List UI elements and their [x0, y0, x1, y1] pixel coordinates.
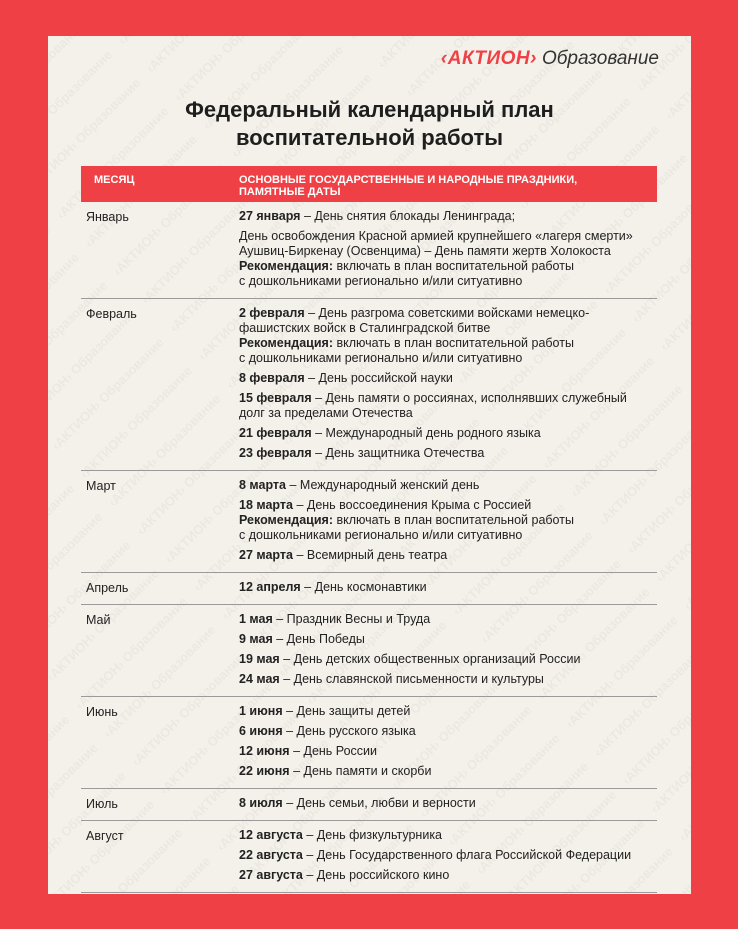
- recommendation-line: [239, 259, 657, 274]
- event-date: 27 января: [239, 209, 301, 223]
- event-text: – День защитника Отечества: [311, 446, 485, 460]
- event-date: 1 июня: [239, 704, 283, 718]
- event-line: [239, 446, 657, 461]
- recommendation-text: включать в план воспитательной работы: [333, 513, 574, 527]
- event-date: 15 февраля: [239, 391, 312, 405]
- event-line: [239, 796, 657, 811]
- logo-subtitle: Образование: [541, 48, 659, 69]
- event-text: – День памяти о россиянах, исполнявших служебный: [311, 391, 627, 405]
- events-cell: [239, 612, 657, 692]
- event-text: – День российской науки: [304, 371, 453, 385]
- recommendation-label: Рекомендация:: [239, 259, 334, 273]
- table-row: [81, 821, 657, 893]
- table-row: [81, 789, 657, 821]
- event-date: 23 февраля: [239, 446, 312, 460]
- aktion-logo: [441, 48, 659, 70]
- event-text: – День Государственного флага Российской Федерации: [302, 848, 632, 862]
- table-row: [81, 299, 657, 471]
- event-item: [239, 796, 657, 811]
- events-cell: [239, 209, 657, 294]
- event-text: – День детских общественных организаций России: [279, 652, 581, 666]
- event-text: – Международный день родного языка: [311, 426, 541, 440]
- event-item: [239, 848, 657, 863]
- table-row: [81, 471, 657, 573]
- event-line: [239, 724, 657, 739]
- event-date: 8 февраля: [239, 371, 305, 385]
- event-date: 21 февраля: [239, 426, 312, 440]
- event-date: 6 июня: [239, 724, 283, 738]
- event-line: [239, 704, 657, 719]
- month-cell: Июль: [86, 797, 118, 811]
- event-date: 12 апреля: [239, 580, 301, 594]
- event-item: [239, 306, 657, 366]
- event-text: – День снятия блокады Ленинграда;: [300, 209, 516, 223]
- event-line: [239, 672, 657, 687]
- event-text-line: День освобождения Красной армией крупнейшего «лагеря смерти»: [239, 229, 633, 243]
- event-text: – Всемирный день театра: [292, 548, 448, 562]
- event-date: 9 мая: [239, 632, 273, 646]
- events-cell: [239, 306, 657, 466]
- event-date: 18 марта: [239, 498, 293, 512]
- event-item: [239, 209, 657, 224]
- page-title: [48, 96, 691, 152]
- table-row: [81, 697, 657, 789]
- event-text: – День славянской письменности и культуры: [279, 672, 544, 686]
- event-date: 8 марта: [239, 478, 287, 492]
- event-text: – День защиты детей: [282, 704, 411, 718]
- event-text: – День семьи, любви и верности: [282, 796, 476, 810]
- event-text-line: фашистских войск в Сталинградской битве: [239, 321, 491, 335]
- event-item: [239, 652, 657, 667]
- event-text-line: долг за пределами Отечества: [239, 406, 413, 420]
- recommendation-label: Рекомендация:: [239, 513, 334, 527]
- event-item: [239, 868, 657, 883]
- event-item: [239, 371, 657, 386]
- event-line: [239, 764, 657, 779]
- events-cell: [239, 704, 657, 784]
- title-line-1: Федеральный календарный план: [185, 97, 554, 122]
- events-cell: [239, 796, 657, 816]
- month-cell: Май: [86, 613, 111, 627]
- event-date: 24 мая: [239, 672, 280, 686]
- table-row: [81, 573, 657, 605]
- event-text: – День Победы: [272, 632, 365, 646]
- event-item: [239, 724, 657, 739]
- event-item: [239, 580, 657, 595]
- event-line: [239, 209, 657, 224]
- event-item: [239, 426, 657, 441]
- month-cell: Январь: [86, 210, 129, 224]
- event-date: 12 июня: [239, 744, 290, 758]
- header-events: [239, 166, 657, 202]
- event-item: [239, 632, 657, 647]
- event-text: – Международный женский день: [286, 478, 480, 492]
- event-text: – День русского языка: [282, 724, 416, 738]
- event-line: [239, 306, 657, 321]
- event-date: 8 июля: [239, 796, 283, 810]
- month-cell: Март: [86, 479, 116, 493]
- event-item: [239, 704, 657, 719]
- recommendation-label: Рекомендация:: [239, 336, 334, 350]
- event-line: [239, 371, 657, 386]
- event-date: 27 марта: [239, 548, 293, 562]
- recommendation-text: включать в план воспитательной работы: [333, 259, 574, 273]
- event-date: 27 августа: [239, 868, 303, 882]
- title-line-2: воспитательной работы: [235, 125, 504, 150]
- event-item: [239, 672, 657, 687]
- event-item: [239, 229, 657, 289]
- event-text: – День воссоединения Крыма с Россией: [292, 498, 532, 512]
- header-events-line-2: ПАМЯТНЫЕ ДАТЫ: [239, 186, 341, 198]
- header-events-line-1: ОСНОВНЫЕ ГОСУДАРСТВЕННЫЕ И НАРОДНЫЕ ПРАЗДНИКИ,: [239, 174, 578, 186]
- event-date: 1 мая: [239, 612, 273, 626]
- event-item: [239, 498, 657, 543]
- document-page: [48, 36, 691, 894]
- event-item: [239, 744, 657, 759]
- events-cell: [239, 478, 657, 568]
- recommendation-line-2: с дошкольниками регионально и/или ситуативно: [239, 351, 523, 365]
- month-cell: Февраль: [86, 307, 137, 321]
- recommendation-text: включать в план воспитательной работы: [333, 336, 574, 350]
- events-cell: [239, 828, 657, 888]
- event-text: – День космонавтики: [300, 580, 427, 594]
- event-line: [239, 548, 657, 563]
- event-line: [239, 744, 657, 759]
- event-text: – День российского кино: [302, 868, 450, 882]
- event-line: [239, 498, 657, 513]
- event-line: [239, 848, 657, 863]
- month-cell: Апрель: [86, 581, 129, 595]
- event-line: [239, 652, 657, 667]
- event-text: – Праздник Весны и Труда: [272, 612, 431, 626]
- event-line: [239, 580, 657, 595]
- event-date: 19 мая: [239, 652, 280, 666]
- event-date: 22 июня: [239, 764, 290, 778]
- table-row: [81, 202, 657, 299]
- recommendation-line: [239, 336, 657, 351]
- header-month: МЕСЯЦ: [94, 174, 135, 186]
- event-text: – День разгрома советскими войсками немецко-: [304, 306, 590, 320]
- table-header: [81, 166, 657, 202]
- recommendation-line: [239, 513, 657, 528]
- event-line: [239, 391, 657, 406]
- event-text: – День памяти и скорби: [289, 764, 432, 778]
- event-item: [239, 828, 657, 843]
- month-cell: Июнь: [86, 705, 118, 719]
- event-item: [239, 446, 657, 461]
- event-line: [239, 828, 657, 843]
- table-body: [81, 202, 657, 893]
- calendar-table: [81, 166, 657, 893]
- event-item: [239, 548, 657, 563]
- event-item: [239, 612, 657, 627]
- logo-brand: ‹АКТИОН›: [440, 48, 537, 69]
- event-date: 12 августа: [239, 828, 303, 842]
- recommendation-line-2: с дошкольниками регионально и/или ситуативно: [239, 528, 523, 542]
- month-cell: Август: [86, 829, 124, 843]
- event-line: [239, 478, 657, 493]
- event-text: – День России: [289, 744, 378, 758]
- event-item: [239, 391, 657, 421]
- event-date: 2 февраля: [239, 306, 305, 320]
- event-line: [239, 632, 657, 647]
- event-text: – День физкультурника: [302, 828, 443, 842]
- event-line: [239, 868, 657, 883]
- event-item: [239, 764, 657, 779]
- events-cell: [239, 580, 657, 600]
- event-text-line: Аушвиц-Биркенау (Освенцима) – День памяти жертв Холокоста: [239, 244, 611, 258]
- event-line: [239, 612, 657, 627]
- event-date: 22 августа: [239, 848, 303, 862]
- event-item: [239, 478, 657, 493]
- table-row: [81, 605, 657, 697]
- event-line: [239, 426, 657, 441]
- recommendation-line-2: с дошкольниками регионально и/или ситуативно: [239, 274, 523, 288]
